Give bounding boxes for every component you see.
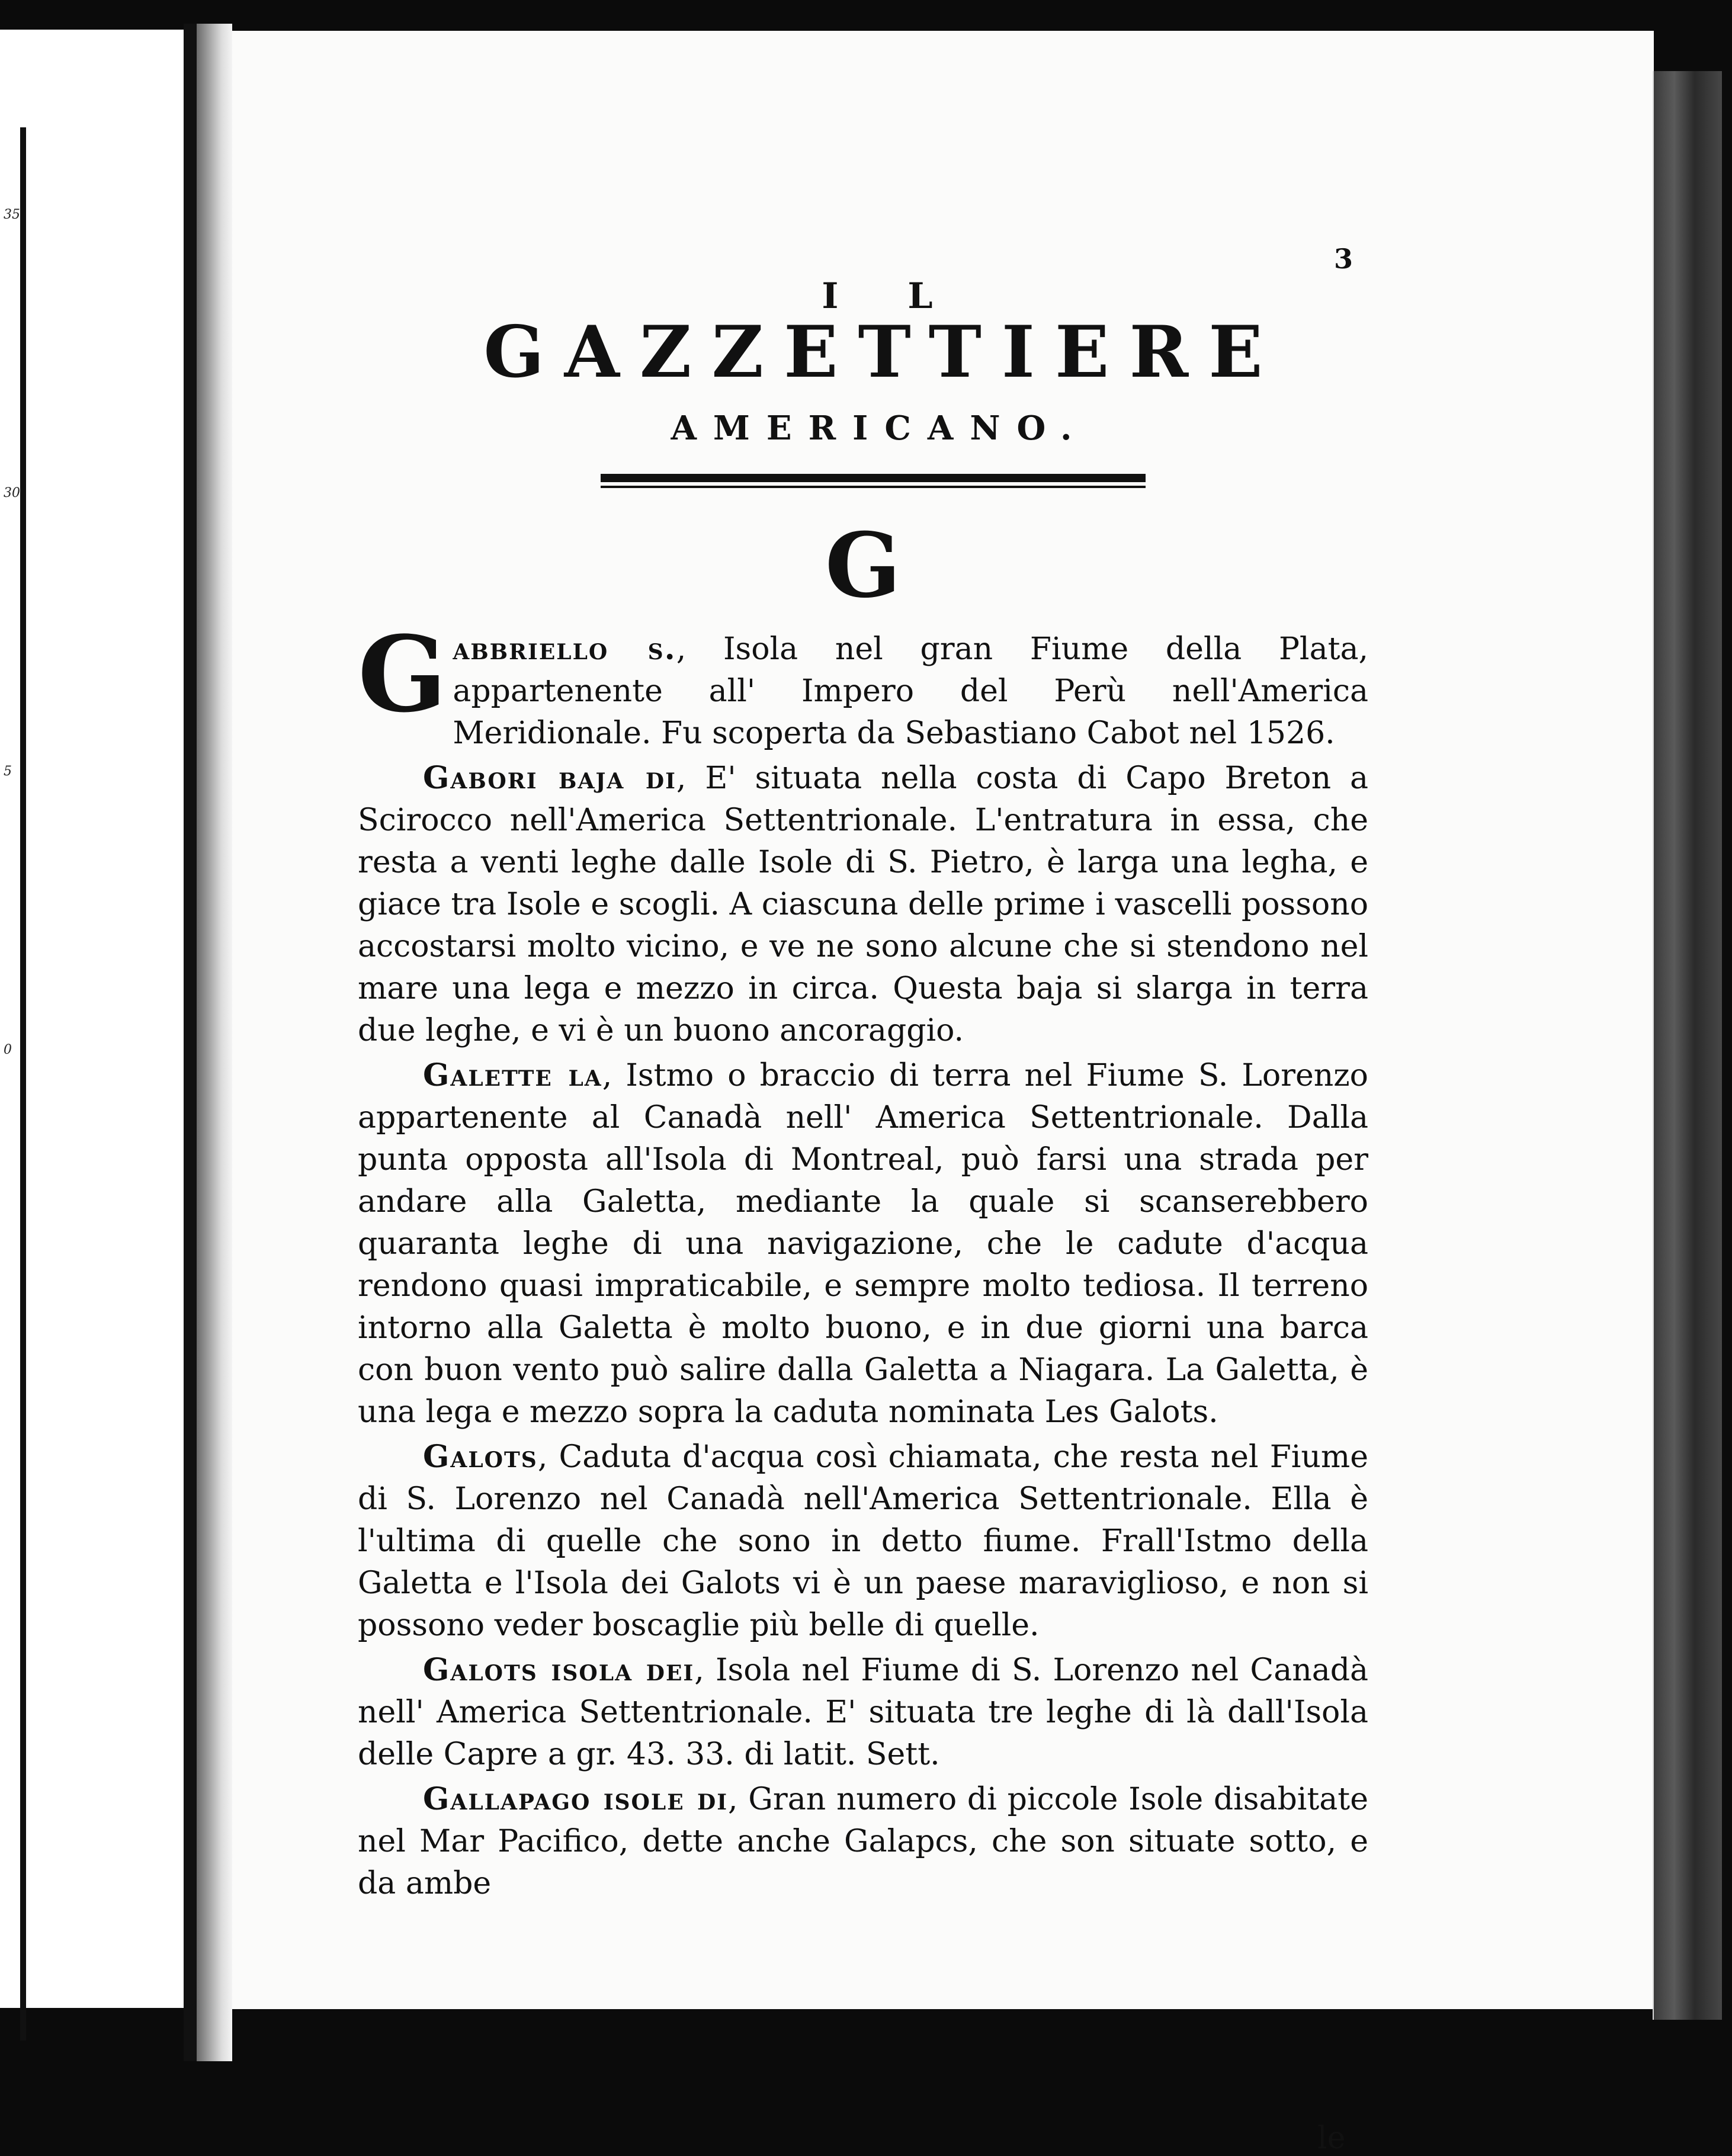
title-rule — [601, 474, 1146, 482]
map-border — [20, 127, 26, 2040]
left-page-fragment — [0, 30, 184, 2008]
entry-text: , E' situata nella costa di Capo Breton a Scirocco nell'America Settentrionale. L'entratura in essa, che resta a venti leghe dalle Isole di S. Pietro, è larga una legha, e giace tra Isole e scogli. A ciascuna delle prime i vascelli possono accostarsi molto vicino, e ve ne sono alcune che si stendono nel mare una lega e mezzo in circa. Questa baja si slarga in terra due leghe, e vi è un buono ancoraggio. — [358, 761, 1368, 1048]
entry-text: , Istmo o braccio di terra nel Fiume S. Lorenzo appartenente al Canadà nell' America Settentrionale. Dalla punta opposta all'Isola di Montreal, può farsi una strada per andare alla Galetta, mediante la quale si scanserebbero quaranta leghe di una navigazione, che le cadute d'acqua rendono quasi impraticabile, e sempre molto tediosa. Il terreno intorno alla Galetta è molto buono, e in due giorni una barca con buon vento può salire dalla Galetta a Niagara. La Galetta, è una lega e mezzo sopra la caduta nominata Les Galots. — [358, 1058, 1368, 1430]
entry-term: Galots isola dei — [423, 1652, 695, 1688]
book-gutter — [184, 24, 197, 2061]
entry-term: Gabori baja di — [423, 760, 676, 796]
margin-mark: 30 — [4, 486, 20, 500]
entry — [358, 613, 1368, 755]
entry — [358, 1054, 1368, 1433]
margin-mark: 5 — [4, 764, 12, 779]
drop-cap: G — [358, 613, 447, 736]
margin-mark: 35 — [4, 207, 20, 222]
entry-text: , Isola nel Fiume di S. Lorenzo nel Canadà nell' America Settentrionale. E' situata tre leghe di là dall'Isola delle Capre a gr. 43. 33. di latit. Sett. — [358, 1653, 1368, 1772]
book-edge — [1654, 71, 1722, 2020]
entry-term: abbriello s. — [453, 631, 676, 667]
entry — [358, 1436, 1368, 1647]
entry — [358, 1649, 1368, 1776]
gutter-shadow — [197, 24, 232, 2061]
page-number: 3 — [1334, 243, 1353, 275]
page-subtitle: AMERICANO. — [671, 409, 1089, 448]
page-title: GAZZETTIERE — [483, 310, 1283, 394]
catchword: le — [1317, 2120, 1346, 2156]
entry-term: Galots — [423, 1439, 538, 1475]
title-rule-thin — [601, 486, 1146, 488]
entry-term: Gallapago isole di — [423, 1781, 729, 1817]
margin-mark: 0 — [4, 1042, 12, 1057]
entry — [358, 1778, 1368, 1905]
entry-list — [358, 613, 1368, 1907]
entry-term: Galette la — [423, 1057, 602, 1093]
entry-text: , Caduta d'acqua così chiamata, che resta nel Fiume di S. Lorenzo nel Canadà nell'America Settentrionale. Ella è l'ultima di quelle che sono in detto fiume. Frall'Istmo della Galetta e l'Isola dei Galots vi è un paese maraviglioso, e non si possono veder boscaglie più belle di quelle. — [358, 1439, 1368, 1643]
entry-text: , Gran numero di piccole Isole disabitate nel Mar Pacifico, dette anche Galapcs, che son situate sotto, e da ambe — [358, 1782, 1368, 1901]
entry-text: , Isola nel gran Fiume della Plata, appartenente all' Impero del Perù nell'America Meridionale. Fu scoperta da Sebastiano Cabot nel 1526. — [453, 631, 1368, 751]
entry — [358, 757, 1368, 1052]
section-letter: G — [825, 514, 902, 618]
title-prefix: I L — [822, 275, 961, 317]
